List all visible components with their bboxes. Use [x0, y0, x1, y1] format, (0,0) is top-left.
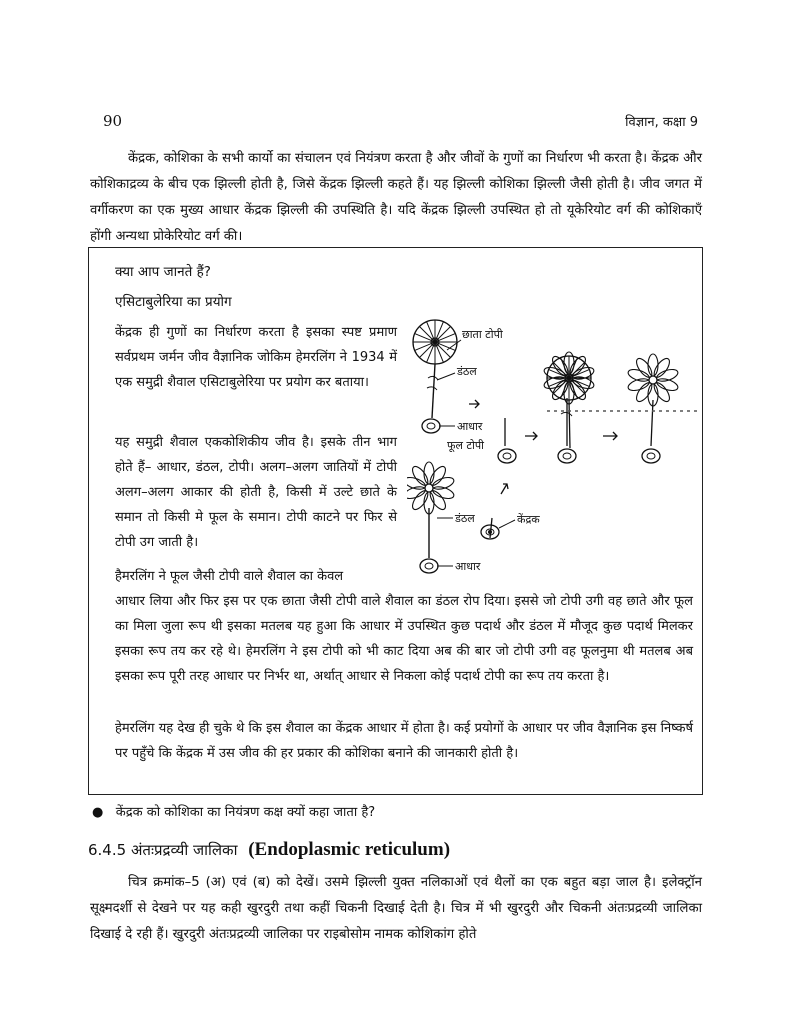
bullet-question	[92, 802, 375, 820]
section-title-english: (Endoplasmic reticulum)	[248, 839, 451, 860]
label-stalk-bottom: डंठल	[455, 512, 475, 525]
label-stalk-top: डंठल	[457, 365, 477, 378]
box-paragraph-2: यह समुद्री शैवाल एककोशिकीय जीव है। इसके तीन भाग होते हैं– आधार, डंठल, टोपी। अलग–अलग जातियों में टोपी अलग–अलग आकार की होती है, किसी में उल्टे छाते के समान तो किसी मे फूल के समान। टोपी काटने पर फिर से टोपी उग जाती है।	[115, 435, 397, 550]
bullet-icon: ●	[92, 805, 116, 820]
label-umbrella-cap: छाता टोपी	[462, 328, 503, 341]
intro-paragraph: केंद्रक, कोशिका के सभी कार्यो का संचालन एवं नियंत्रण करता है और जीवों के गुणों का निर्धारण भी करता है। केंद्रक और कोशिकाद्रव्य के बीच एक झिल्ली होती है, जिसे केंद्रक झिल्ली कहते हैं। यह झिल्ली कोशिका झिल्ली जैसी होती है। जीव जगत में वर्गीकरण का एक मुख्य आधार केंद्रक झिल्ली की उपस्थिति है। यदि केंद्रक झिल्ली उपस्थित हो तो यूकेरियोट वर्ग की कोशिकाएँ होंगी अन्यथा प्रोकेरियोट वर्ग की।	[90, 151, 702, 244]
label-base-bottom: आधार	[455, 560, 481, 573]
er-paragraph: चित्र क्रमांक–5 (अ) एवं (ब) को देखें। उसमे झिल्ली युक्त नलिकाओं एवं थैलों का एक बहुत बड़ा जाल है। इलेक्ट्रॉन सूक्ष्मदर्शी से देखने पर यह कही खुरदुरी तथा कहीं चिकनी दिखाई देती है। चित्र में भी खुरदुरी और चिकनी अंतःप्रद्रव्यी जालिका दिखाई दे रही हैं। खुरदुरी अंतःप्रद्रव्यी जालिका पर राइबोसोम नामक कोशिकांग होते	[90, 875, 702, 942]
box-paragraph-4: हेमरलिंग यह देख ही चुके थे कि इस शैवाल का केंद्रक आधार में होता है। कई प्रयोगों के आधार पर जीव वैज्ञानिक इस निष्कर्ष पर पहुँचे कि केंद्रक में उस जीव की हर प्रकार की कोशिका बनाने की जानकारी होती है।	[115, 721, 693, 761]
running-title: विज्ञान, कक्षा 9	[625, 115, 698, 130]
box-heading: क्या आप जानते हैं?	[115, 264, 211, 280]
label-nucleus: केंद्रक	[517, 513, 540, 526]
acetabularia-figure	[407, 318, 697, 580]
box-paragraph-3-rest: आधार लिया और फिर इस पर एक छाता जैसी टोपी वाले शैवाल का डंठल रोप दिया। इससे जो टोपी उगी वह छाते और फूल का मिला जुला रूप थी इसका मतलब यह हुआ कि आधार में उपस्थित कुछ पदार्थ और डंठल में मौजूद कुछ पदार्थ मिलकर इसका रूप तय कर रहे थे। हेमरलिंग ने इस टोपी को भी काट दिया अब की बार जो टोपी उगी वह फूलनुमा थी मतलब अब इसका रूप पूरी तरह आधार पर निर्भर था, अर्थात् आधार से निकला कोई पदार्थ टोपी का रूप तय करता है।	[115, 594, 693, 684]
box-paragraph-3-start: हैमरलिंग ने फूल जैसी टोपी वाले शैवाल का केवल	[115, 569, 344, 584]
box-paragraph-1: केंद्रक ही गुणों का निर्धारण करता है इसका स्पष्ट प्रमाण सर्वप्रथम जर्मन जीव वैज्ञानिक जोकिम हेमरलिंग ने 1934 में एक समुद्री शैवाल एसिटाबुलेरिया पर प्रयोग कर बताया।	[115, 325, 397, 390]
bullet-question-text: केंद्रक को कोशिका का नियंत्रण कक्ष क्यों कहा जाता है?	[115, 805, 376, 820]
label-base-top: आधार	[457, 420, 483, 433]
label-flower-cap: फूल टोपी	[447, 439, 484, 452]
page-number: 90	[103, 112, 123, 130]
section-number: 6.4.5	[88, 841, 127, 859]
box-subheading: एसिटाबुलेरिया का प्रयोग	[115, 294, 232, 310]
section-title-hindi: अंतःप्रद्रव्यी जालिका	[130, 841, 238, 859]
section-heading	[88, 839, 450, 861]
